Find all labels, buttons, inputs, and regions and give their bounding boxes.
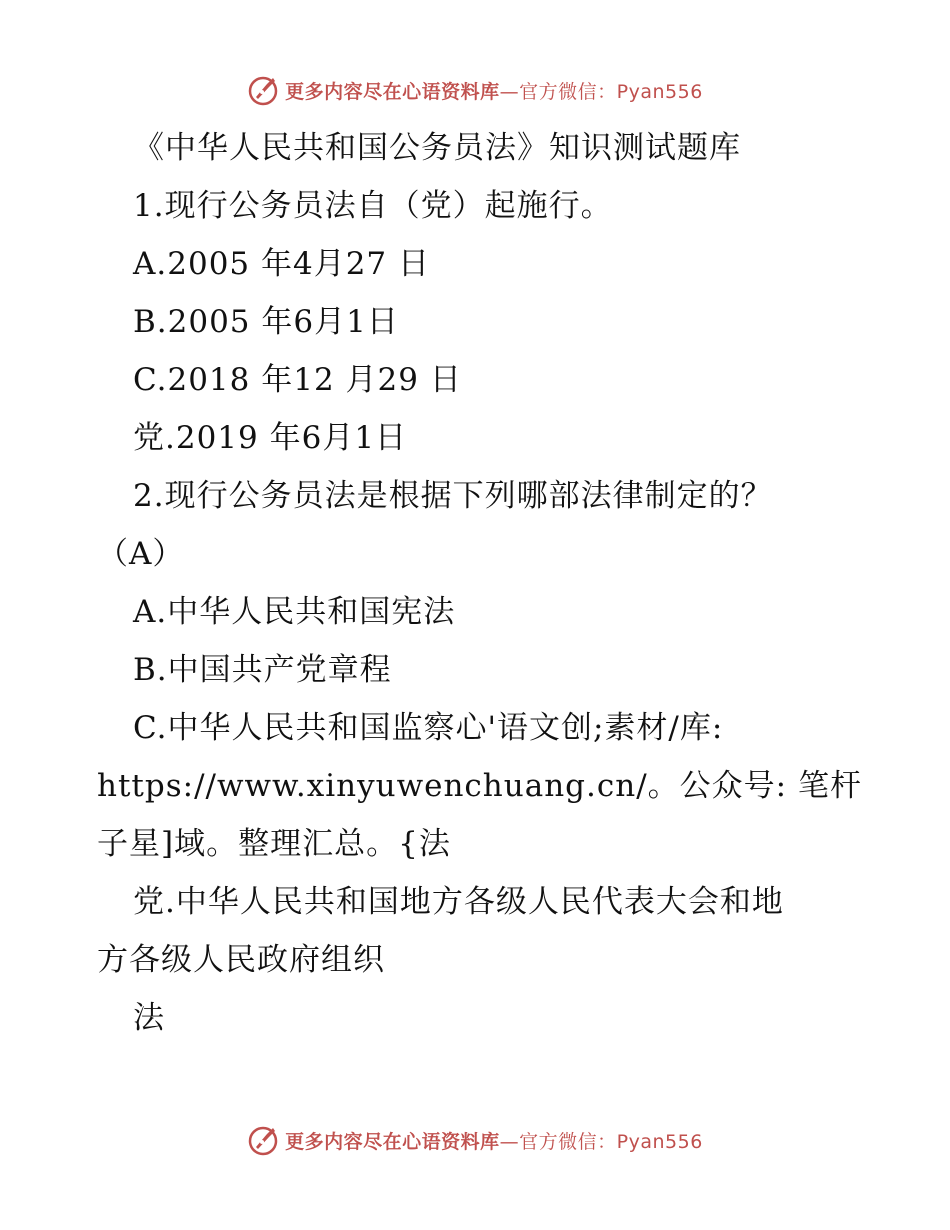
question-2-option-d: 党.中华人民共和国地方各级人民代表大会和地 [133,884,784,920]
question-2-option-a: A.中华人民共和国宪法 [133,594,456,630]
question-1-option-a: A.2005 年4月27 日 [133,246,431,282]
watermark-brand: 更多内容尽在心语资料库 [285,1130,500,1153]
pen-nib-logo-icon [247,1123,281,1157]
watermark-brand: 更多内容尽在心语资料库 [285,80,500,103]
question-1-option-c: C.2018 年12 月29 日 [133,362,462,398]
watermark-wechat: 官方微信：Pyan556 [519,80,703,103]
question-1-option-b: B.2005 年6月1日 [133,304,399,340]
watermark-text [285,77,703,104]
question-2-option-c-continued: 子星]域。整理汇总。{法 [97,826,451,862]
question-2-option-d-continued: 法 [133,1000,165,1036]
watermark-text [285,1127,703,1154]
question-2-option-c: C.中华人民共和国监察心'语文创;素材/库: [133,710,724,746]
question-2-stem: 2.现行公务员法是根据下列哪部法律制定的？ [133,478,773,514]
watermark-separator: — [499,80,520,103]
question-1-stem: 1.现行公务员法自（党）起施行。 [133,188,613,224]
question-2-option-c-continued: https://www.xinyuwenchuang.cn/。公众号: 笔杆 [97,768,862,804]
watermark-wechat: 官方微信：Pyan556 [519,1130,703,1153]
document-title: 《中华人民共和国公务员法》知识测试题库 [133,130,741,166]
question-2-option-b: B.中国共产党章程 [133,652,392,688]
question-2-answer: （A） [97,536,185,572]
watermark-separator: — [499,1130,520,1153]
question-1-option-d: 党.2019 年6月1日 [133,420,408,456]
pen-nib-logo-icon [247,73,281,107]
top-watermark-banner [0,70,950,110]
bottom-watermark-banner [0,1120,950,1160]
question-2-option-d-continued: 方各级人民政府组织 [97,942,385,978]
